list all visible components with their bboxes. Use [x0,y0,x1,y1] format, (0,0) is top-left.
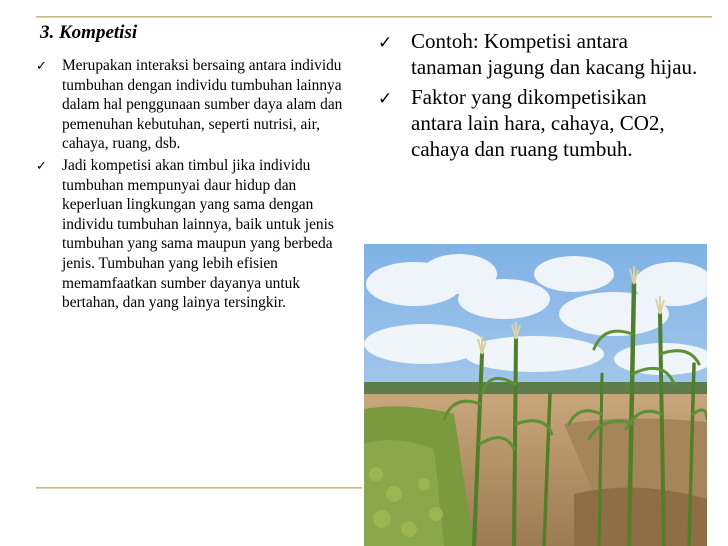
checkmark-icon: ✓ [378,88,393,109]
bottom-divider-line [36,487,362,489]
checkmark-icon: ✓ [36,158,47,174]
top-divider-line [36,16,712,18]
checkmark-icon: ✓ [36,59,47,74]
bullet-text: Jadi kompetisi akan timbul jika individu tumbuhan mempunyai daur hidup dan keperluan lingkungan yang sama dengan individu tumbuhan lainnya, baik untuk jenis tumbuhan yang sama maupun yang berbeda jenis. Tumbuhan yang lebih efisien memamfaatkan sumber dayanya untuk bertahan, dan yang lainya tersingkir. [62,156,334,312]
slide-title: 3. Kompetisi [40,22,138,43]
checkmark-icon: ✓ [378,33,393,53]
list-item [36,56,356,154]
list-item [36,156,356,313]
corn-field-photo [364,244,707,546]
list-item [378,84,703,163]
corn-field-illustration [364,244,707,546]
right-bullet-list [378,28,703,165]
bullet-text: Contoh: Kompetisi antara tanaman jagung dan kacang hijau. [411,29,698,80]
list-item [378,28,703,81]
bullet-text: Faktor yang dikompetisikan antara lain hara, cahaya, CO2, cahaya dan ruang tumbuh. [411,84,665,162]
left-bullet-list [36,56,356,315]
bullet-text: Merupakan interaksi bersaing antara individu tumbuhan dengan individu tumbuhan lainnya dalam hal penggunaan sumber daya alam dan pemenuhan kebutuhan, seperti nutrisi, air, cahaya, ruang, dsb. [62,57,343,153]
